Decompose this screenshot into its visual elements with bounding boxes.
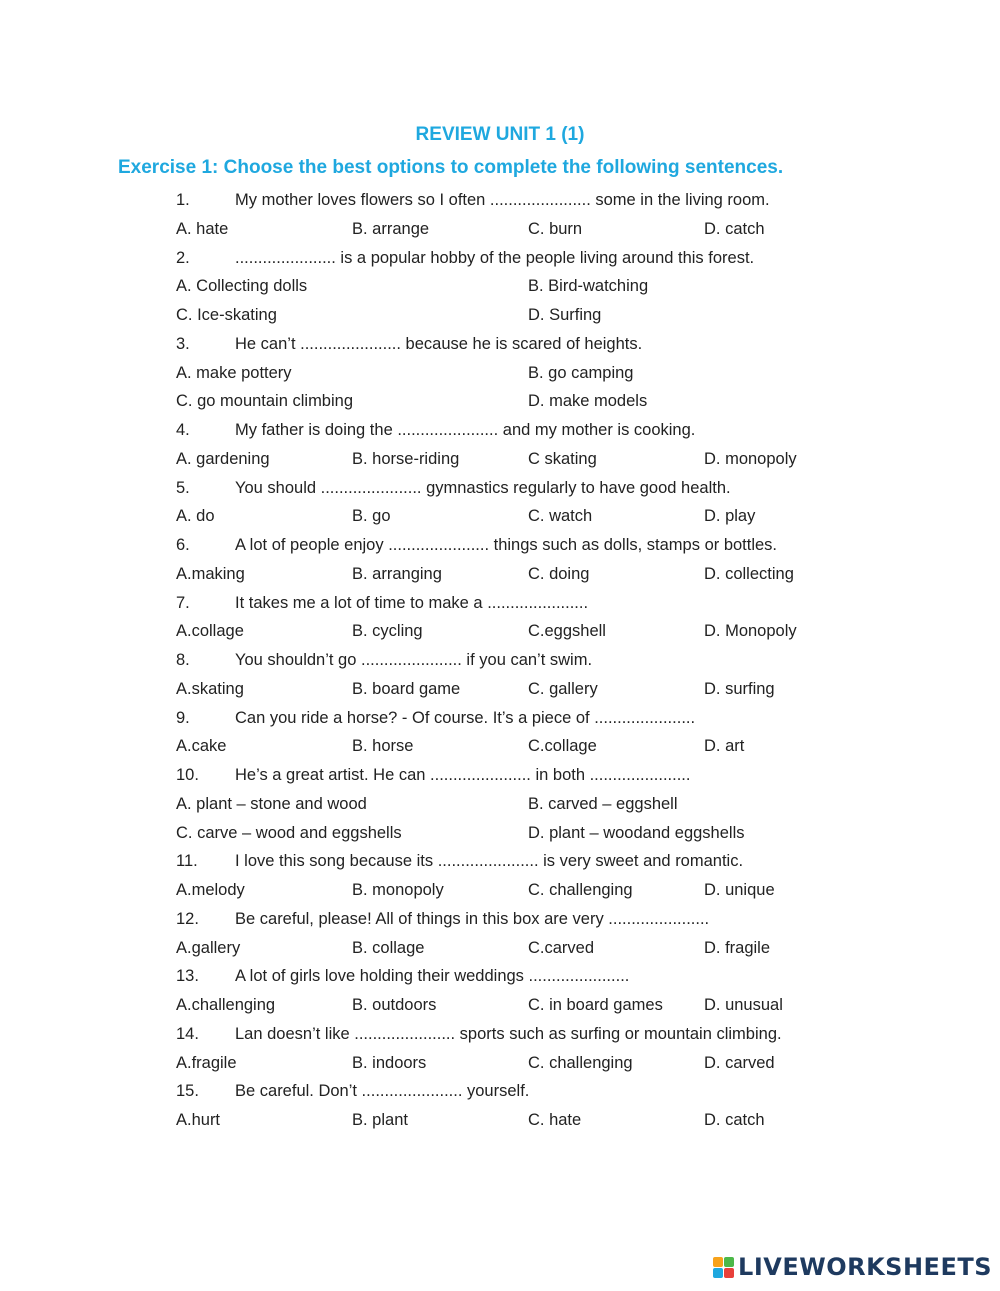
question-text: Can you ride a horse? - Of course. It’s a piece of ......................: [235, 708, 696, 727]
answer-option[interactable]: C. Ice-skating: [176, 306, 277, 324]
answer-option[interactable]: D. unusual: [704, 996, 783, 1014]
question-row: [176, 646, 876, 675]
options-row: [176, 617, 876, 646]
answer-option[interactable]: C. burn: [528, 219, 583, 238]
question-number: 11.: [176, 852, 198, 871]
answer-option[interactable]: D. art: [704, 737, 745, 756]
question-list: [176, 186, 876, 1135]
answer-option[interactable]: D. play: [704, 507, 756, 526]
options-row: [176, 445, 876, 474]
question-number: 15.: [176, 1082, 199, 1101]
question-row: [176, 962, 876, 991]
question-row: [176, 589, 876, 618]
question-text: It takes me a lot of time to make a ......................: [235, 593, 589, 612]
question-text: A lot of people enjoy ...................... things such as dolls, stamps or bottles.: [235, 536, 778, 554]
options-row: [176, 732, 876, 761]
answer-option[interactable]: B. cycling: [352, 622, 423, 641]
logo-mark-square: [724, 1257, 734, 1267]
question-text: He can’t ...................... because he is scared of heights.: [235, 334, 643, 353]
question-text: I love this song because its ...................... is very sweet and romantic.: [235, 852, 744, 871]
answer-option[interactable]: C. doing: [528, 564, 590, 583]
options-row: [176, 215, 876, 244]
options-row: [176, 301, 876, 330]
answer-option[interactable]: D. collecting: [704, 564, 794, 583]
options-row: [176, 560, 876, 589]
answer-option[interactable]: B. go camping: [528, 363, 634, 382]
answer-option[interactable]: A.melody: [176, 881, 245, 899]
answer-option[interactable]: A.collage: [176, 622, 244, 641]
question-text: ...................... is a popular hobby of the people living around this forest.: [235, 248, 755, 267]
options-row: [176, 934, 876, 963]
answer-option[interactable]: A. plant – stone and wood: [176, 794, 367, 813]
answer-option[interactable]: D. Surfing: [528, 306, 602, 324]
options-row: [176, 1049, 876, 1078]
answer-option[interactable]: B. arranging: [352, 564, 442, 583]
liveworksheets-logo: [713, 1253, 992, 1281]
answer-option[interactable]: D. monopoly: [704, 449, 797, 468]
answer-option[interactable]: C skating: [528, 449, 597, 468]
options-row: [176, 819, 876, 848]
answer-option[interactable]: B. monopoly: [352, 881, 444, 899]
question-text: My mother loves flowers so I often ...................... some in the living room.: [235, 191, 770, 209]
question-text: You shouldn’t go ...................... if you can’t swim.: [235, 651, 593, 669]
question-number: 3.: [176, 334, 190, 353]
question-text: Be careful. Don’t ...................... yourself.: [235, 1082, 530, 1101]
answer-option[interactable]: A.challenging: [176, 996, 276, 1014]
options-row: [176, 991, 876, 1020]
answer-option[interactable]: C. hate: [528, 1111, 582, 1129]
answer-option[interactable]: B. horse: [352, 737, 414, 756]
question-text: A lot of girls love holding their weddings ......................: [235, 967, 630, 986]
answer-option[interactable]: B. carved – eggshell: [528, 794, 678, 813]
question-row: [176, 847, 876, 876]
exercise-heading: Exercise 1: Choose the best options to complete the following sentences.: [118, 157, 784, 178]
answer-option[interactable]: B. go: [352, 507, 391, 526]
question-text: You should ...................... gymnastics regularly to have good health.: [235, 478, 731, 497]
answer-option[interactable]: A.gallery: [176, 938, 241, 957]
answer-option[interactable]: D. catch: [704, 219, 765, 238]
options-row: [176, 790, 876, 819]
question-number: 9.: [176, 708, 190, 727]
answer-option[interactable]: B. arrange: [352, 219, 430, 238]
answer-option[interactable]: D. surfing: [704, 679, 775, 698]
logo-mark-square: [713, 1268, 723, 1278]
options-row: [176, 359, 876, 388]
question-number: 14.: [176, 1024, 199, 1043]
answer-option[interactable]: B. Bird-watching: [528, 277, 649, 296]
question-number: 6.: [176, 536, 190, 554]
question-row: [176, 1020, 876, 1049]
question-text: Lan doesn’t like ...................... sports such as surfing or mountain climbing.: [235, 1024, 782, 1043]
answer-option[interactable]: A.fragile: [176, 1053, 237, 1072]
answer-option[interactable]: A. do: [176, 507, 215, 526]
answer-option[interactable]: B. indoors: [352, 1053, 427, 1072]
answer-option[interactable]: C. challenging: [528, 1053, 633, 1072]
question-row: [176, 474, 876, 503]
question-number: 4.: [176, 421, 190, 439]
answer-option[interactable]: D. make models: [528, 392, 648, 411]
answer-option[interactable]: D. Monopoly: [704, 622, 797, 641]
logo-mark-square: [713, 1257, 723, 1267]
answer-option[interactable]: A. Collecting dolls: [176, 277, 308, 296]
answer-option[interactable]: C. challenging: [528, 881, 633, 899]
answer-option[interactable]: D. plant – woodand eggshells: [528, 823, 745, 842]
answer-option[interactable]: C. in board games: [528, 996, 663, 1014]
logo-text: LIVEWORKSHEETS: [738, 1253, 992, 1281]
answer-option[interactable]: A.skating: [176, 679, 244, 698]
question-row: [176, 761, 876, 790]
question-row: [176, 531, 876, 560]
answer-option[interactable]: B. board game: [352, 679, 461, 698]
question-number: 12.: [176, 909, 199, 928]
options-row: [176, 876, 876, 905]
answer-option[interactable]: C. carve – wood and eggshells: [176, 823, 402, 842]
question-row: [176, 186, 876, 215]
question-text: He’s a great artist. He can ...................... in both ......................: [235, 766, 691, 784]
question-row: [176, 1077, 876, 1106]
answer-option[interactable]: C.eggshell: [528, 622, 606, 641]
worksheet-title: REVIEW UNIT 1 (1): [415, 124, 585, 145]
answer-option[interactable]: A.cake: [176, 737, 227, 756]
answer-option[interactable]: C.carved: [528, 938, 595, 957]
question-number: 1.: [176, 191, 190, 209]
answer-option[interactable]: C. watch: [528, 507, 593, 526]
question-row: [176, 416, 876, 445]
question-number: 8.: [176, 651, 190, 669]
answer-option[interactable]: A.hurt: [176, 1111, 221, 1129]
question-row: [176, 330, 876, 359]
answer-option[interactable]: A. gardening: [176, 449, 270, 468]
answer-option[interactable]: A. make pottery: [176, 363, 292, 382]
question-row: [176, 905, 876, 934]
logo-mark-icon: [713, 1257, 734, 1278]
answer-option[interactable]: C. go mountain climbing: [176, 392, 354, 411]
question-number: 10.: [176, 766, 199, 784]
question-number: 13.: [176, 967, 199, 986]
question-text: Be careful, please! All of things in this box are very ......................: [235, 909, 710, 928]
question-number: 5.: [176, 478, 190, 497]
question-number: 7.: [176, 593, 190, 612]
options-row: [176, 387, 876, 416]
question-text: My father is doing the ...................... and my mother is cooking.: [235, 421, 696, 439]
answer-option[interactable]: A.making: [176, 564, 245, 583]
answer-option[interactable]: B. plant: [352, 1111, 408, 1129]
answer-option[interactable]: D. carved: [704, 1053, 775, 1072]
logo-mark-square: [724, 1268, 734, 1278]
answer-option[interactable]: D. fragile: [704, 938, 771, 957]
options-row: [176, 502, 876, 531]
answer-option[interactable]: D. unique: [704, 881, 775, 899]
options-row: [176, 675, 876, 704]
answer-option[interactable]: B. outdoors: [352, 996, 437, 1014]
options-row: [176, 272, 876, 301]
options-row: [176, 1106, 876, 1135]
answer-option[interactable]: C. gallery: [528, 679, 598, 698]
answer-option[interactable]: B. collage: [352, 938, 425, 957]
answer-option[interactable]: A. hate: [176, 219, 229, 238]
answer-option[interactable]: D. catch: [704, 1111, 765, 1129]
question-row: [176, 704, 876, 733]
answer-option[interactable]: B. horse-riding: [352, 449, 460, 468]
question-number: 2.: [176, 248, 190, 267]
question-row: [176, 244, 876, 273]
answer-option[interactable]: C.collage: [528, 737, 597, 756]
